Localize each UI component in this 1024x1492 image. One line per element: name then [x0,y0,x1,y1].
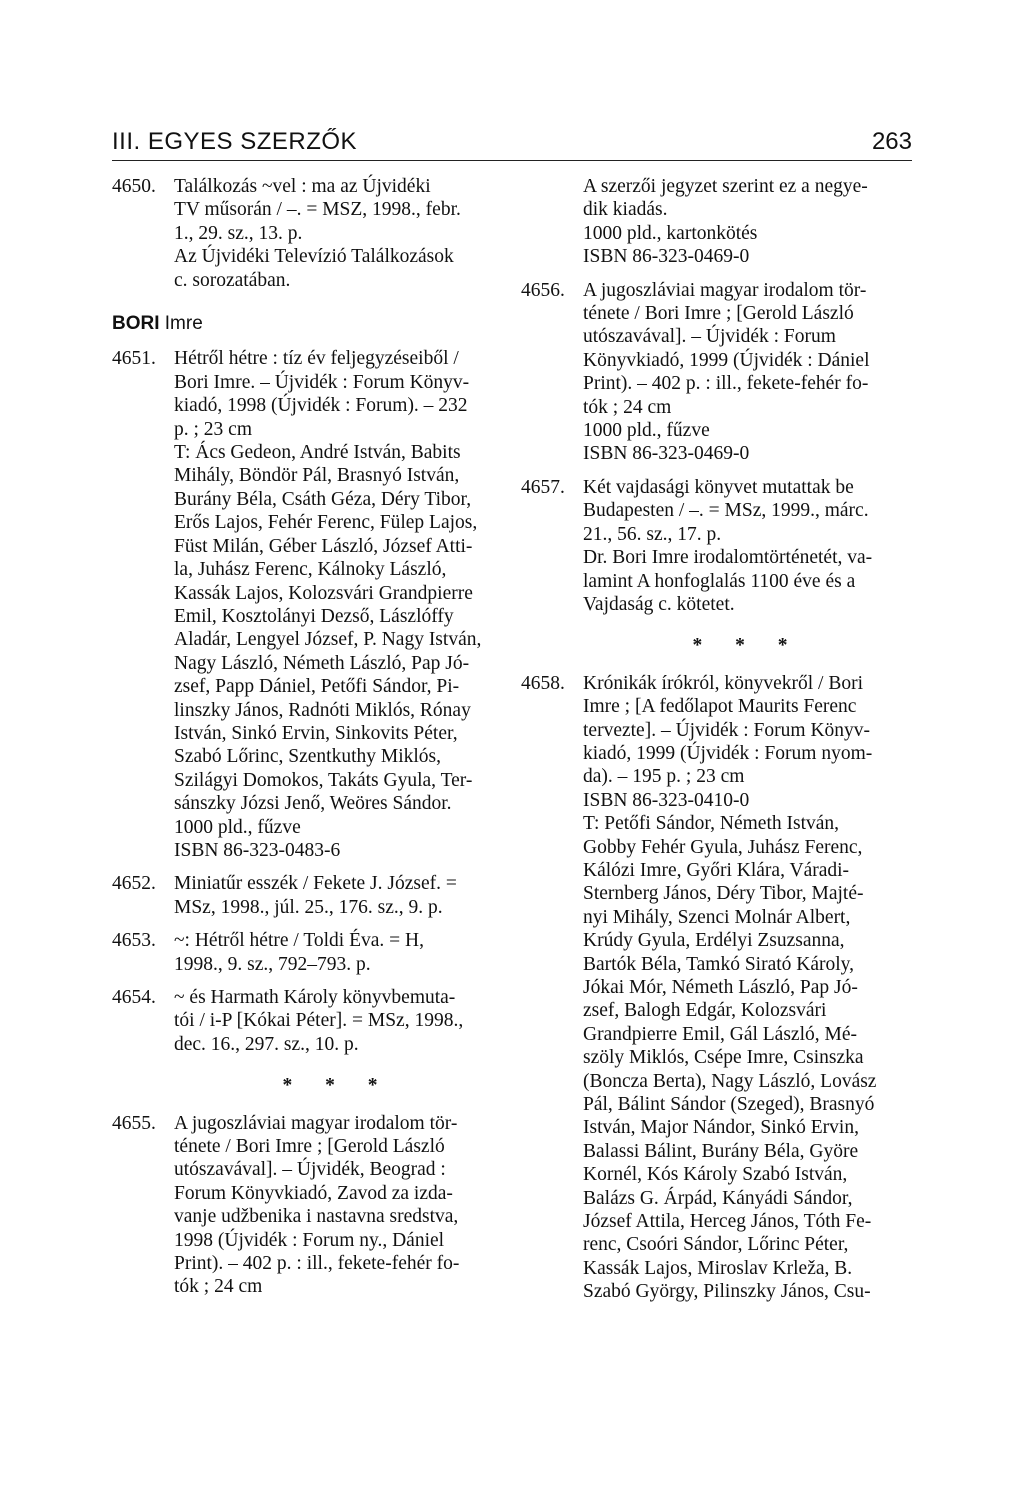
entry-text-line: sánszky Józsi Jenő, Weöres Sándor. [174,793,452,815]
page-header [112,128,912,161]
entry-4658 [521,672,913,1304]
entry-text-line: Burány Béla, Csáth Géza, Déry Tibor, [174,488,472,510]
entry-text-line: (Boncza Berta), Nagy László, Lovász [583,1070,877,1092]
entry-text-line: ISBN 86-323-0410-0 [583,789,750,811]
entry-text-line: Hétről hétre : tíz év feljegyzéseiből / [174,348,459,370]
entry-text-line: 1998 (Újvidék : Forum ny., Dániel [174,1229,445,1251]
entry-text-line: lamint A honfoglalás 1100 éve és a [583,570,856,592]
entry-text-line: Kálózi Imre, Győri Klára, Váradi- [583,859,850,881]
entry-text-line: Kassák Lajos, Miroslav Krleža, B. [583,1257,853,1279]
entry-text-line: da). – 195 p. ; 23 cm [583,766,745,788]
entry-text-line: ISBN 86-323-0483-6 [174,839,341,861]
entry-text-line: Nagy László, Németh László, Pap Jó- [174,652,470,674]
entry-text-line: Gobby Fehér Gyula, Juhász Ferenc, [583,836,863,858]
entry-text-line: Találkozás ~vel : ma az Újvidéki [174,176,431,197]
entry-text-line: TV műsorán / –. = MSZ, 1998., febr. [174,199,461,221]
entry-text-line: A jugoszláviai magyar irodalom tör- [583,279,867,301]
entry-text-line: Print). – 402 p. : ill., fekete-fehér fo- [174,1253,460,1275]
entry-text-line: 1000 pld., fűzve [583,420,710,442]
section-title: III. EGYES SZERZŐK [112,128,358,155]
entry-text-line: T: Ács Gedeon, André István, Babits [174,442,461,464]
entry-text-line: Bori Imre. – Újvidék : Forum Könyv- [174,371,470,393]
entry-number: 4657. [521,476,565,498]
entry-text-line: Vajdaság c. kötetet. [583,593,735,615]
entry-number: 4655. [112,1112,156,1134]
entry-text-line: 1., 29. sz., 13. p. [174,222,303,244]
entry-text-line: Két vajdasági könyvet mutattak be [583,476,854,498]
entry-text-line: Szabó Lőrinc, Szentkuthy Miklós, [174,746,442,768]
entry-text-line: A jugoszláviai magyar irodalom tör- [174,1112,458,1134]
entry-text-line: István, Major Nándor, Sinkó Ervin, [583,1117,859,1139]
entry-text-line: 1000 pld., fűzve [174,816,301,838]
entry-text-line: kiadó, 1998 (Újvidék : Forum). – 232 [174,395,468,417]
entry-text-line: tók ; 24 cm [583,396,672,418]
entry-text-line: nyi Mihály, Szenci Molnár Albert, [583,906,851,928]
entry-4654 [112,986,502,1056]
entry-text-line: tói / i-P [Kókai Péter]. = MSz, 1998., [174,1010,464,1032]
section-separator: * * * [692,635,802,657]
entry-text-line: Kornél, Kós Károly Szabó István, [583,1164,848,1186]
entry-text-line: Bartók Béla, Tamkó Sirató Károly, [583,953,855,975]
entry-text-line: ISBN 86-323-0469-0 [583,443,750,465]
right-column [521,175,913,1304]
entry-4655 [112,1112,502,1299]
entry-text-line: tervezte]. – Újvidék : Forum Könyv- [583,719,871,741]
entry-text-line: Kassák Lajos, Kolozsvári Grandpierre [174,582,473,604]
entry-number: 4658. [521,672,565,694]
entry-text-line: 21., 56. sz., 17. p. [583,523,722,545]
section-separator: * * * [282,1075,392,1097]
left-column [112,175,502,1299]
entry-text-line: 1000 pld., kartonkötés [583,222,758,244]
entry-text-line: utószavával]. – Újvidék : Forum [583,326,836,348]
entry-text-line: A szerzői jegyzet szerint ez a negye- [583,176,868,197]
entry-number: 4650. [112,176,156,197]
entry-text-line: Dr. Bori Imre irodalomtörténetét, va- [583,547,873,569]
entry-text-line: Grandpierre Emil, Gál László, Mé- [583,1023,857,1045]
entry-text-line: ~ és Harmath Károly könyvbemuta- [174,987,456,1008]
entry-text-line: ~: Hétről hétre / Toldi Éva. = H, [174,930,424,952]
entry-4653 [112,929,502,976]
entry-text-line: Erős Lajos, Fehér Ferenc, Fülep Lajos, [174,512,478,534]
entry-text-line: MSz, 1998., júl. 25., 176. sz., 9. p. [174,896,443,918]
entry-text-line: Sternberg János, Déry Tibor, Majté- [583,883,864,905]
entry-4650 [112,175,502,292]
entry-4652 [112,872,502,919]
entry-4655-continuation [521,175,913,269]
entry-text-line: p. ; 23 cm [174,418,252,440]
entry-text-line: 1998., 9. sz., 792–793. p. [174,953,371,975]
entry-text-line: kiadó, 1999 (Újvidék : Forum nyom- [583,742,873,764]
author-given-name: Imre [164,313,203,335]
entry-text-line: Balassi Bálint, Burány Béla, Györe [583,1140,859,1162]
entry-text-line: Pál, Bálint Sándor (Szeged), Brasnyó [583,1094,875,1116]
entry-text-line: Budapesten / –. = MSz, 1999., márc. [583,500,869,522]
entry-text-line: ténete / Bori Imre ; [Gerold László [583,303,854,325]
entry-text-line: Balázs G. Árpád, Kányádi Sándor, [583,1187,853,1209]
entry-text-line: tók ; 24 cm [174,1276,263,1298]
entry-text-line: Jókai Mór, Németh László, Pap Jó- [583,977,858,998]
entry-number: 4652. [112,873,156,895]
entry-4657 [521,476,913,616]
entry-text-line: Krúdy Gyula, Erdélyi Zsuzsanna, [583,930,845,952]
entry-text-line: Mihály, Böndör Pál, Brasnyó István, [174,465,460,487]
author-surname: BORI [112,313,160,335]
entry-number: 4653. [112,930,156,952]
entry-text-line: ténete / Bori Imre ; [Gerold László [174,1136,445,1158]
entry-text-line: ISBN 86-323-0469-0 [583,246,750,268]
entry-text-line: c. sorozatában. [174,269,291,291]
entry-number: 4656. [521,279,565,301]
entry-text-line: zsef, Papp Dániel, Petőfi Sándor, Pi- [174,676,460,698]
entry-text-line: la, Juhász Ferenc, Kálnoky László, [174,559,447,581]
entry-4651 [112,347,502,862]
entry-text-line: Imre ; [A fedőlapot Maurits Ferenc [583,696,857,718]
entry-text-line: utószavával]. – Újvidék, Beograd : [174,1159,446,1181]
entry-text-line: Miniatűr esszék / Fekete J. József. = [174,873,457,895]
entry-text-line: Füst Milán, Géber László, József Atti- [174,535,473,557]
entry-text-line: linszky János, Radnóti Miklós, Rónay [174,699,471,721]
entry-text-line: Emil, Kosztolányi Dezső, Lászlóffy [174,605,454,627]
entry-text-line: József Attila, Herceg János, Tóth Fe- [583,1211,872,1233]
entry-text-line: T: Petőfi Sándor, Németh István, [583,813,840,835]
entry-text-line: Krónikák írókról, könyvekről / Bori [583,672,863,694]
entry-text-line: renc, Csoóri Sándor, Lőrinc Péter, [583,1234,849,1256]
entry-text-line: zsef, Balogh Edgár, Kolozsvári [583,1000,827,1022]
entry-text-line: Aladár, Lengyel József, P. Nagy István, [174,629,482,651]
entry-text-line: szöly Miklós, Csépe Imre, Csinszka [583,1047,864,1069]
entry-text-line: István, Sinkó Ervin, Sinkovits Péter, [174,722,458,744]
entry-text-line: Szilágyi Domokos, Takáts Gyula, Ter- [174,769,473,791]
entry-text-line: dec. 16., 297. sz., 10. p. [174,1033,359,1055]
entry-text-line: Könyvkiadó, 1999 (Újvidék : Dániel [583,349,870,371]
entry-number: 4654. [112,987,156,1008]
entry-text-line: Forum Könyvkiadó, Zavod za izda- [174,1182,453,1204]
entry-4656 [521,279,913,466]
entry-text-line: dik kiadás. [583,199,668,221]
page-number: 263 [871,128,912,155]
entry-number: 4651. [112,348,156,370]
author-heading [112,312,502,335]
entry-text-line: Az Újvidéki Televízió Találkozások [174,246,454,268]
entry-text-line: Print). – 402 p. : ill., fekete-fehér fo- [583,373,869,395]
entry-text-line: Szabó György, Pilinszky János, Csu- [583,1281,871,1303]
entry-text-line: vanje udžbenika i nastavna sredstva, [174,1206,459,1228]
